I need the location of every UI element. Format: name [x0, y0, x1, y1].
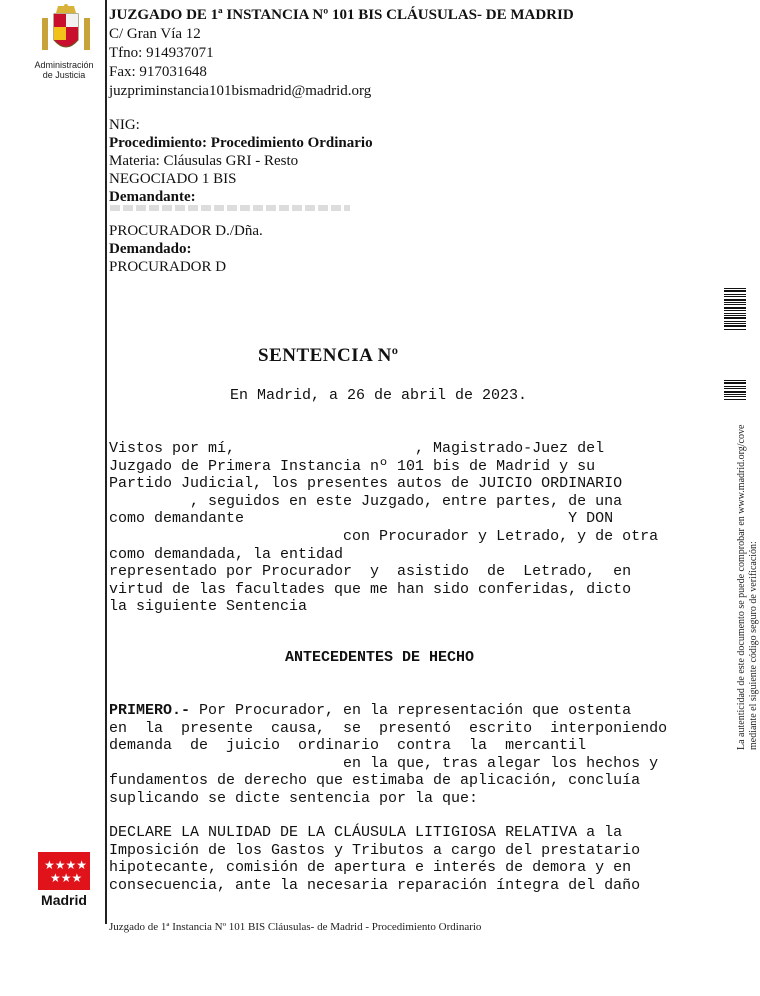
procedure-label: Procedimiento:	[109, 135, 208, 151]
verification-line-1: La autenticidad de este documento se puede comprobar en www.madrid.org/cove	[736, 424, 747, 750]
materia-line: Materia: Cláusulas GRI - Resto	[109, 153, 299, 169]
madrid-label: Madrid	[41, 892, 87, 908]
sentence-date: En Madrid, a 26 de abril de 2023.	[230, 387, 528, 404]
sentence-title: SENTENCIA Nº	[258, 345, 399, 366]
case-parties	[109, 222, 263, 276]
barcode-bottom	[724, 380, 746, 401]
procurador-line-1: PROCURADOR D./Dña.	[109, 223, 263, 239]
demandado-label: Demandado:	[109, 241, 192, 257]
paragraph-vistos: Vistos por mí, , Magistrado-Juez del Juzgado de Primera Instancia nº 101 bis de Madrid y su Partido Judicial, los presentes autos de JUICIO ORDINARIO , seguidos en este Juzgado, entre partes, de una como demandante Y DON con Procurador y Letrado, y de otra como demandada, la entidad representado por Procurador y asistido de Letrado, en virtud de las facultades que me han sido conferidas, dicto la siguiente Sentencia	[109, 440, 659, 616]
redacted-name	[110, 205, 350, 211]
nig-label: NIG:	[109, 117, 140, 133]
court-fax: Fax: 917031648	[109, 64, 207, 80]
madrid-stars-logo	[38, 852, 90, 890]
margin-rule	[105, 0, 107, 924]
primero-text: Por Procurador, en la representación que ostenta en la presente causa, se presentó escrito interponiendo demanda de juicio ordinario contra la mercantil en la que, tras alegar los hechos y fundamentos de derecho que estimaba de aplicación, concluía suplicando se dicte sentencia por la que:	[109, 702, 668, 807]
verification-text	[736, 420, 760, 750]
svg-text:★★★★: ★★★★	[44, 858, 88, 872]
procedure-value: Procedimiento Ordinario	[210, 135, 373, 151]
verification-line-2: mediante el siguiente código seguro de verificación:	[748, 541, 759, 750]
court-email: juzpriminstancia101bismadrid@madrid.org	[109, 83, 372, 99]
procurador-line-2: PROCURADOR D	[109, 259, 227, 275]
court-address: C/ Gran Vía 12	[109, 26, 201, 42]
negociado-line: NEGOCIADO 1 BIS	[109, 171, 237, 187]
barcode-top	[724, 288, 746, 331]
spain-coat-of-arms-logo	[38, 4, 94, 60]
administracion-justicia-label	[22, 60, 106, 80]
paragraph-declare: DECLARE LA NULIDAD DE LA CLÁUSULA LITIGIOSA RELATIVA a la Imposición de los Gastos y Tributos a cargo del prestatario hipotecante, comisión de apertura e interés de demora y en consecuencia, ante la necesaria reparación íntegra del daño	[109, 824, 641, 894]
admin-label-line2: de Justicia	[42, 70, 86, 80]
court-header	[109, 6, 574, 101]
svg-text:★★★: ★★★	[50, 871, 83, 885]
primero-lead: PRIMERO.-	[109, 702, 191, 719]
court-phone: Tfno: 914937071	[109, 45, 214, 61]
court-name: JUZGADO DE 1ª INSTANCIA Nº 101 BIS CLÁUSULAS- DE MADRID	[109, 7, 574, 23]
paragraph-primero	[109, 702, 668, 808]
procedure-line	[109, 134, 373, 152]
section-heading: ANTECEDENTES DE HECHO	[285, 649, 475, 666]
case-details	[109, 116, 373, 206]
demandante-label: Demandante:	[109, 189, 196, 205]
page-footer: Juzgado de 1ª Instancia Nº 101 BIS Cláusulas- de Madrid - Procedimiento Ordinario	[109, 921, 482, 933]
admin-label-line1: Administración	[34, 60, 94, 70]
